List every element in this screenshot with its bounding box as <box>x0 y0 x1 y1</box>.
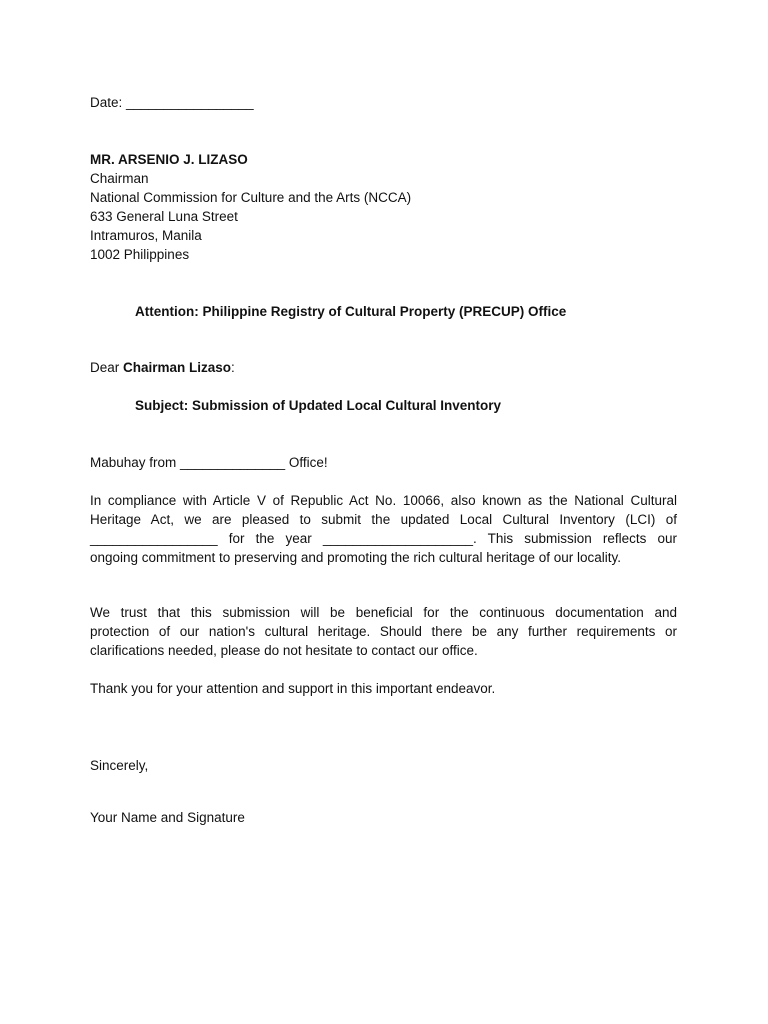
recipient-name: MR. ARSENIO J. LIZASO <box>90 152 248 167</box>
date-line: Date: _________________ <box>90 95 254 110</box>
paragraph-line: protection of our nation's cultural heritage. Should there be any further requirements or <box>90 624 677 639</box>
salutation <box>90 358 235 377</box>
recipient-street: 633 General Luna Street <box>90 209 238 224</box>
salutation-prefix: Dear <box>90 360 124 375</box>
paragraph-line: _________________ for the year ____________________. This submission reflects our <box>90 531 677 546</box>
attention-line: Attention: Philippine Registry of Cultural Property (PRECUP) Office <box>135 304 567 319</box>
paragraph-trust <box>90 603 677 660</box>
greeting-line: Mabuhay from ______________ Office! <box>90 455 328 470</box>
paragraph-line: ongoing commitment to preserving and promoting the rich cultural heritage of our locality. <box>90 550 622 565</box>
recipient-postal: 1002 Philippines <box>90 247 190 262</box>
subject-line: Subject: Submission of Updated Local Cultural Inventory <box>135 398 502 413</box>
paragraph-line: clarifications needed, please do not hesitate to contact our office. <box>90 643 478 658</box>
recipient-organization: National Commission for Culture and the Arts (NCCA) <box>90 190 412 205</box>
recipient-city: Intramuros, Manila <box>90 228 202 243</box>
paragraph-line: We trust that this submission will be beneficial for the continuous documentation and <box>90 605 677 620</box>
recipient-title: Chairman <box>90 171 149 186</box>
paragraph-compliance <box>90 491 677 567</box>
thanks-line: Thank you for your attention and support in this important endeavor. <box>90 681 496 696</box>
salutation-suffix: : <box>231 360 235 375</box>
signature-line: Your Name and Signature <box>90 810 245 825</box>
paragraph-line: Heritage Act, we are pleased to submit the updated Local Cultural Inventory (LCI) of <box>90 512 677 527</box>
salutation-name: Chairman Lizaso <box>123 360 232 375</box>
paragraph-line: In compliance with Article V of Republic Act No. 10066, also known as the National Cultural <box>90 493 677 508</box>
closing-line: Sincerely, <box>90 758 149 773</box>
